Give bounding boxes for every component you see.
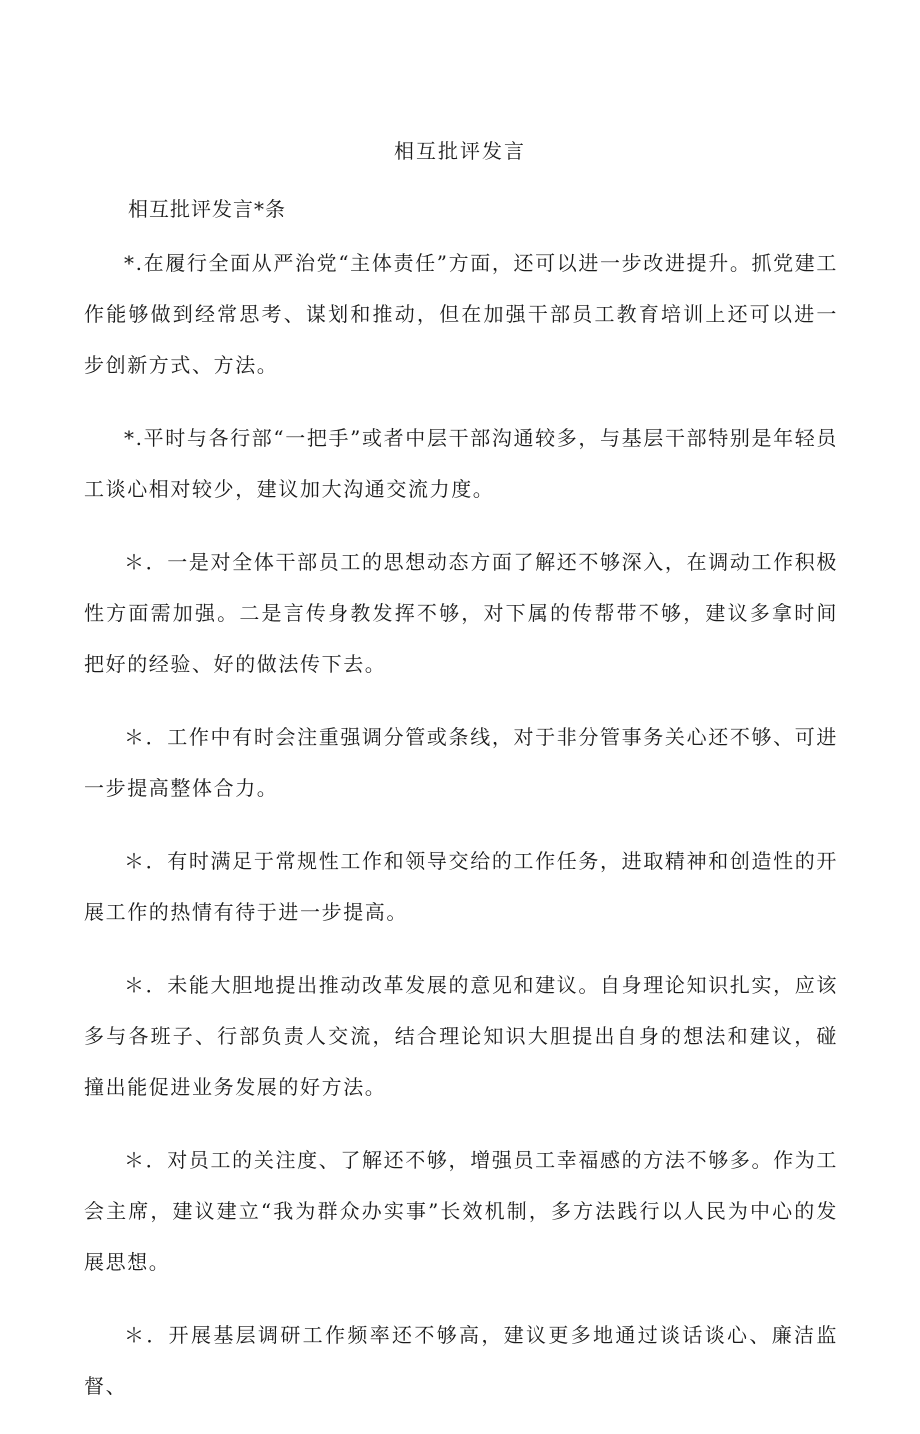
paragraph: ＊．工作中有时会注重强调分管或条线，对于非分管事务关心还不够、可进一步提高整体合力。 [84,725,838,800]
paragraph: ＊．开展基层调研工作频率还不够高，建议更多地通过谈话谈心、廉洁监督、 [84,1323,838,1398]
paragraph: ＊．有时满足于常规性工作和领导交给的工作任务，进取精神和创造性的开展工作的热情有待于进一步提高。 [84,849,838,924]
document-subtitle: 相互批评发言*条 [128,197,286,221]
paragraph: ＊．一是对全体干部员工的思想动态方面了解还不够深入，在调动工作积极性方面需加强。二是言传身教发挥不够，对下属的传帮带不够，建议多拿时间把好的经验、好的做法传下去。 [84,550,838,676]
paragraph: ＊．对员工的关注度、了解还不够，增强员工幸福感的方法不够多。作为工会主席，建议建立“我为群众办实事”长效机制，多方法践行以人民为中心的发展思想。 [84,1148,838,1274]
paragraph: *.在履行全面从严治党“主体责任”方面，还可以进一步改进提升。抓党建工作能够做到经常思考、谋划和推动，但在加强干部员工教育培训上还可以进一步创新方式、方法。 [84,251,838,377]
paragraph: ＊．未能大胆地提出推动改革发展的意见和建议。自身理论知识扎实，应该多与各班子、行部负责人交流，结合理论知识大胆提出自身的想法和建议，碰撞出能促进业务发展的好方法。 [84,973,838,1099]
document-title: 相互批评发言 [394,139,526,163]
paragraph: *.平时与各行部“一把手”或者中层干部沟通较多，与基层干部特别是年轻员工谈心相对较少，建议加大沟通交流力度。 [84,426,838,501]
document-body [84,238,838,1434]
